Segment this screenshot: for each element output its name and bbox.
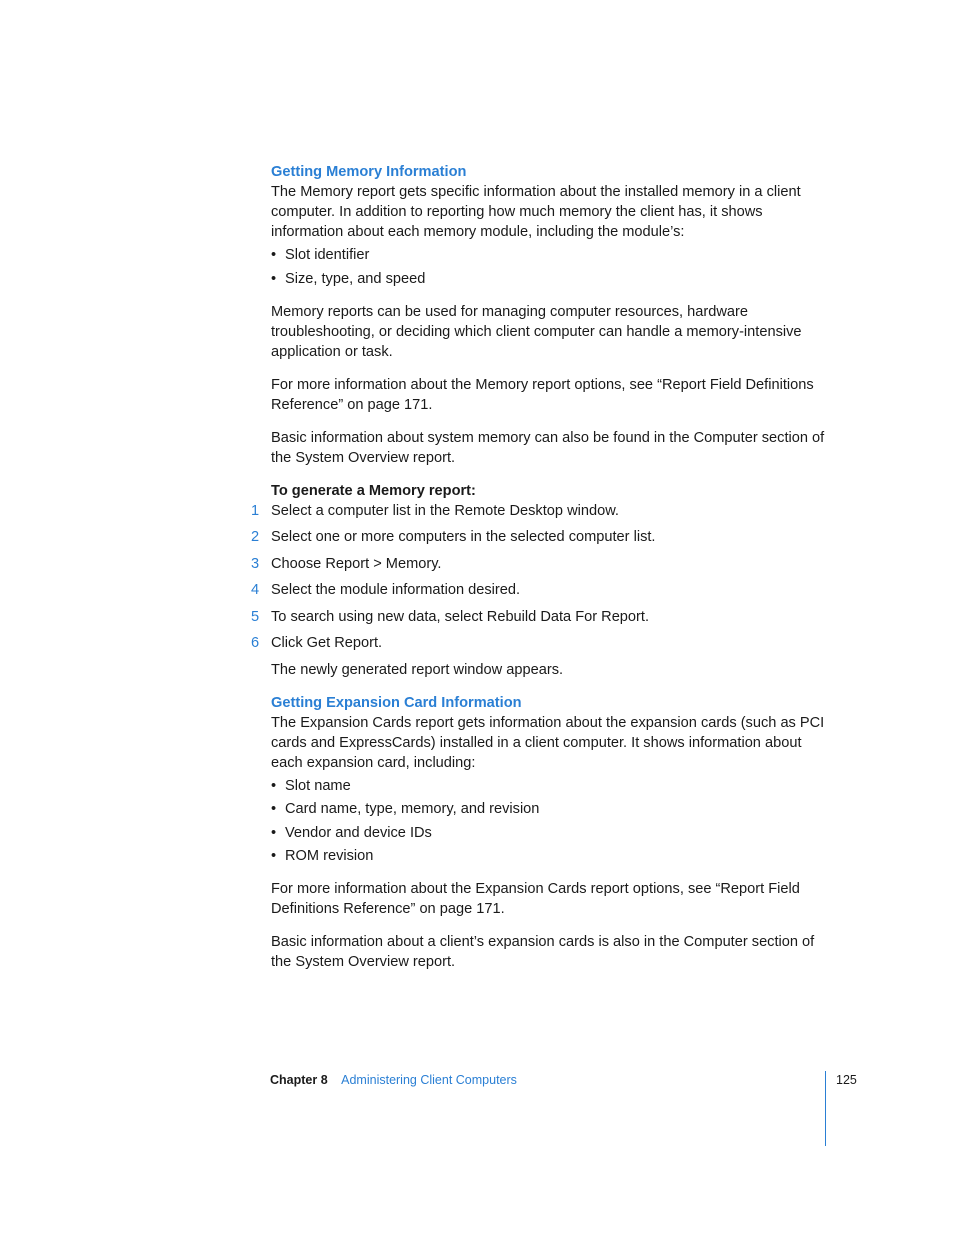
step-item	[251, 554, 831, 574]
chapter-title-link[interactable]: Administering Client Computers	[341, 1073, 517, 1087]
step-item	[251, 633, 831, 653]
procedure-title: To generate a Memory report:	[271, 482, 476, 499]
step-item	[251, 501, 831, 521]
step-text: To search using new data, select Rebuild Data For Report.	[271, 608, 650, 625]
memory-section-heading: Getting Memory Information	[271, 164, 467, 180]
step-number: 1	[251, 502, 260, 519]
chapter-label: Chapter 8	[270, 1073, 328, 1087]
page-content	[251, 162, 831, 972]
step-item	[251, 607, 831, 627]
list-item: • Size, type, and speed	[271, 269, 831, 289]
step-text: Select one or more computers in the selected computer list.	[271, 529, 656, 545]
list-item: • Slot name	[271, 776, 831, 796]
step-text: Choose Report > Memory.	[271, 555, 442, 572]
list-item: • Card name, type, memory, and revision	[271, 799, 831, 819]
expansion-bullet-list	[271, 776, 831, 867]
footer-chapter	[270, 1071, 517, 1089]
step-number: 6	[251, 635, 260, 651]
list-item: • Vendor and device IDs	[271, 823, 831, 843]
memory-para-3: Basic information about system memory can also be found in the Computer section of the System Overview report.	[271, 429, 825, 466]
step-number: 4	[251, 582, 260, 598]
step-item	[251, 580, 831, 600]
footer-divider	[825, 1071, 826, 1146]
procedure-steps	[251, 501, 831, 654]
list-item: • ROM revision	[271, 846, 831, 866]
memory-para-1: Memory reports can be used for managing computer resources, hardware troubleshooting, or deciding which client computer can handle a memory-intensive application or task.	[271, 303, 802, 360]
step-text: Select the module information desired.	[271, 582, 521, 598]
expansion-section-heading: Getting Expansion Card Information	[271, 694, 522, 711]
expansion-intro: The Expansion Cards report gets information about the expansion cards (such as PCI cards and ExpressCards) installed in a client computer. It shows information about each expansion card, including:	[271, 714, 825, 771]
step-text: Select a computer list in the Remote Desktop window.	[271, 502, 619, 519]
memory-intro: The Memory report gets specific information about the installed memory in a client computer. In addition to reporting how much memory the client has, it shows information about each memory module, including the module’s:	[271, 184, 801, 240]
expansion-para-1: For more information about the Expansion Cards report options, see “Report Field Definitions Reference” on page 171.	[271, 881, 800, 917]
page-number: 125	[836, 1073, 857, 1087]
memory-para-2: For more information about the Memory report options, see “Report Field Definitions Reference” on page 171.	[271, 376, 814, 413]
memory-bullet-list	[271, 245, 831, 289]
step-number: 3	[251, 555, 260, 572]
procedure-result: The newly generated report window appears.	[271, 661, 564, 678]
list-item: • Slot identifier	[271, 245, 831, 265]
expansion-para-2: Basic information about a client’s expansion cards is also in the Computer section of the System Overview report.	[271, 934, 815, 970]
step-number: 2	[251, 529, 260, 545]
step-text: Click Get Report.	[271, 635, 383, 651]
step-number: 5	[251, 608, 260, 625]
step-item	[251, 527, 831, 547]
